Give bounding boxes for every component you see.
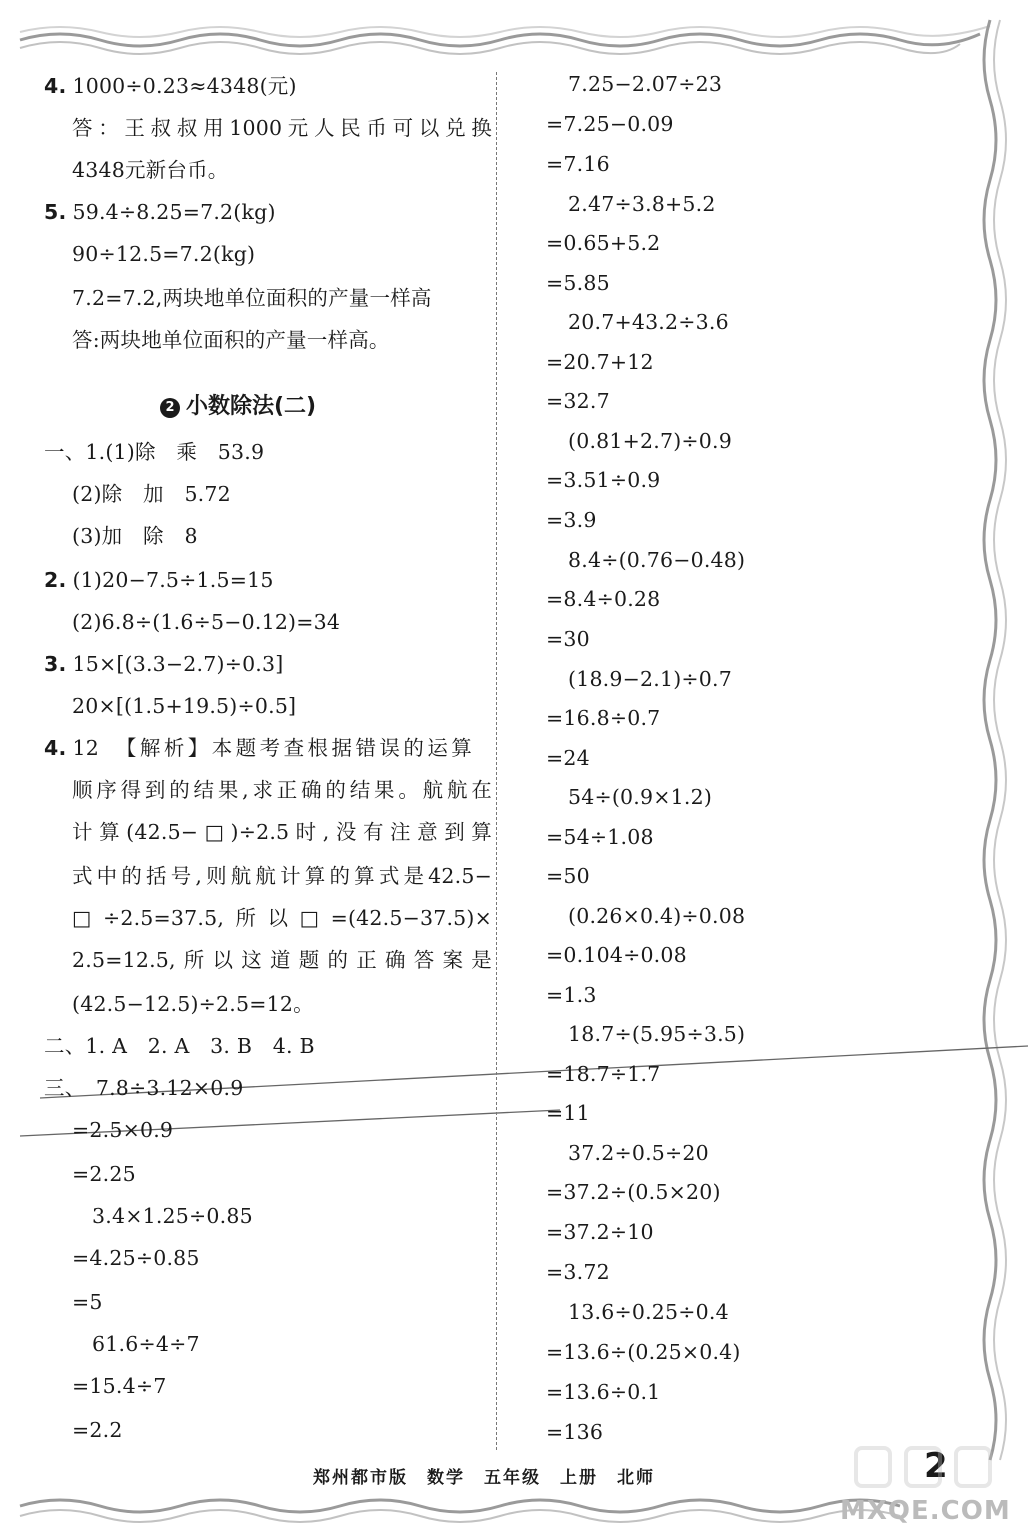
right-line: =0.104÷0.08 — [546, 943, 687, 967]
line-text: 90÷12.5=7.2(kg) — [72, 242, 256, 266]
right-line: =8.4÷0.28 — [546, 587, 661, 611]
column-divider — [496, 72, 497, 1450]
left-line — [72, 904, 492, 932]
left-line — [72, 284, 432, 312]
right-line: 8.4÷(0.76−0.48) — [568, 548, 746, 572]
line-text: 15×[(3.3−2.7)÷0.3] — [72, 652, 284, 676]
right-line: 18.7÷(5.95÷3.5) — [568, 1022, 746, 1046]
left-line — [72, 156, 228, 184]
section-title-text: 小数除法(二) — [186, 394, 317, 419]
right-line: =20.7+12 — [546, 350, 654, 374]
left-line — [72, 1288, 103, 1316]
question-number: 3. — [44, 652, 67, 676]
right-line: 37.2÷0.5÷20 — [568, 1141, 709, 1165]
right-line: =11 — [546, 1101, 590, 1125]
right-line: (0.26×0.4)÷0.08 — [568, 904, 746, 928]
right-line: =13.6÷0.1 — [546, 1380, 661, 1404]
left-line — [72, 114, 492, 142]
line-text: 4348元新台币。 — [72, 158, 229, 182]
left-line — [92, 1202, 253, 1230]
left-line — [44, 566, 274, 594]
left-line — [44, 1032, 315, 1060]
line-text: 计算(42.5−□)÷2.5时,没有注意到算 — [72, 820, 492, 844]
right-line: =32.7 — [546, 389, 610, 413]
line-text: 二、1. A 2. A 3. B 4. B — [44, 1034, 315, 1058]
left-line — [72, 326, 390, 354]
left-line — [72, 480, 231, 508]
left-line — [72, 1372, 166, 1400]
right-line: =54÷1.08 — [546, 825, 654, 849]
right-line: 20.7+43.2÷3.6 — [568, 310, 729, 334]
right-line: 2.47÷3.8+5.2 — [568, 192, 716, 216]
line-text: (2)6.8÷(1.6÷5−0.12)=34 — [72, 610, 341, 634]
line-text: □÷2.5=37.5,所以□=(42.5−37.5)× — [72, 906, 492, 930]
line-text: 答:两块地单位面积的产量一样高。 — [72, 328, 390, 352]
line-text: 答：王叔叔用1000元人民币可以兑换 — [72, 116, 492, 140]
line-text: 7.2=7.2,两块地单位面积的产量一样高 — [72, 286, 432, 310]
left-line — [72, 1416, 123, 1444]
left-line — [72, 776, 492, 804]
right-line: =3.9 — [546, 508, 597, 532]
line-text: 式中的括号,则航航计算的算式是42.5− — [72, 864, 492, 888]
left-line — [44, 198, 276, 226]
left-line — [72, 946, 492, 974]
line-text: 一、1.(1)除 乘 53.9 — [44, 440, 265, 464]
right-line: =5.85 — [546, 271, 610, 295]
left-line — [72, 990, 314, 1018]
right-line: =50 — [546, 864, 590, 888]
right-line: =13.6÷(0.25×0.4) — [546, 1340, 741, 1364]
left-line — [72, 240, 255, 268]
line-text: 3.4×1.25÷0.85 — [92, 1204, 253, 1228]
line-text: 1000÷0.23≈4348(元) — [72, 74, 297, 98]
line-text: =4.25÷0.85 — [72, 1246, 200, 1270]
line-text: 61.6÷4÷7 — [92, 1332, 200, 1356]
right-line: =18.7÷1.7 — [546, 1062, 661, 1086]
left-line — [72, 1116, 173, 1144]
left-line — [92, 1330, 200, 1358]
left-line — [72, 818, 492, 846]
right-line: =16.8÷0.7 — [546, 706, 661, 730]
footer-edition: 郑州都市版 数学 五年级 上册 北师 — [313, 1468, 655, 1488]
line-text: 59.4÷8.25=7.2(kg) — [72, 200, 276, 224]
line-text: (1)20−7.5÷1.5=15 — [72, 568, 274, 592]
right-line: =37.2÷(0.5×20) — [546, 1180, 721, 1204]
right-line: =136 — [546, 1420, 604, 1444]
right-line: =30 — [546, 627, 590, 651]
left-line — [72, 862, 492, 890]
right-line: 54÷(0.9×1.2) — [568, 785, 713, 809]
left-line — [72, 1244, 200, 1272]
right-line: =3.51÷0.9 — [546, 468, 661, 492]
line-text: 顺序得到的结果,求正确的结果。航航在 — [72, 778, 492, 802]
page-number: 2 — [924, 1446, 948, 1486]
line-text: 20×[(1.5+19.5)÷0.5] — [72, 694, 297, 718]
question-number: 4. — [44, 74, 67, 98]
line-text: 三、 7.8÷3.12×0.9 — [44, 1076, 244, 1100]
left-line — [44, 1074, 243, 1102]
right-line: =7.16 — [546, 152, 610, 176]
right-line: =24 — [546, 746, 590, 770]
line-text: =2.5×0.9 — [72, 1118, 174, 1142]
watermark-text: MXQE.COM — [840, 1496, 1011, 1526]
right-line: (0.81+2.7)÷0.9 — [568, 429, 732, 453]
line-text: =2.2 — [72, 1418, 123, 1442]
left-line — [44, 650, 283, 678]
top-wavy-border — [0, 0, 1028, 60]
right-line: =1.3 — [546, 983, 597, 1007]
line-text: =5 — [72, 1290, 103, 1314]
left-line — [44, 734, 472, 762]
line-text: (42.5−12.5)÷2.5=12。 — [72, 992, 314, 1016]
right-line: 7.25−2.07÷23 — [568, 72, 723, 96]
right-line: =37.2÷10 — [546, 1220, 654, 1244]
line-text: (3)加 除 8 — [72, 524, 198, 548]
left-line — [72, 692, 296, 720]
line-text: 12 【解析】本题考查根据错误的运算 — [72, 736, 472, 760]
line-text: =15.4÷7 — [72, 1374, 167, 1398]
left-line — [44, 72, 297, 100]
question-number: 4. — [44, 736, 67, 760]
line-text: (2)除 加 5.72 — [72, 482, 231, 506]
right-line: 13.6÷0.25÷0.4 — [568, 1300, 729, 1324]
left-line — [72, 608, 340, 636]
section-number-badge: 2 — [160, 398, 180, 418]
left-line — [72, 1160, 136, 1188]
right-line: =0.65+5.2 — [546, 231, 661, 255]
left-line — [72, 522, 198, 550]
line-text: 2.5=12.5,所以这道题的正确答案是 — [72, 948, 492, 972]
section-title — [160, 392, 316, 422]
left-line — [44, 438, 264, 466]
line-text: =2.25 — [72, 1162, 136, 1186]
right-line: =7.25−0.09 — [546, 112, 674, 136]
right-line: =3.72 — [546, 1260, 610, 1284]
question-number: 5. — [44, 200, 67, 224]
right-line: (18.9−2.1)÷0.7 — [568, 667, 732, 691]
question-number: 2. — [44, 568, 67, 592]
right-wavy-border — [960, 0, 1028, 1536]
